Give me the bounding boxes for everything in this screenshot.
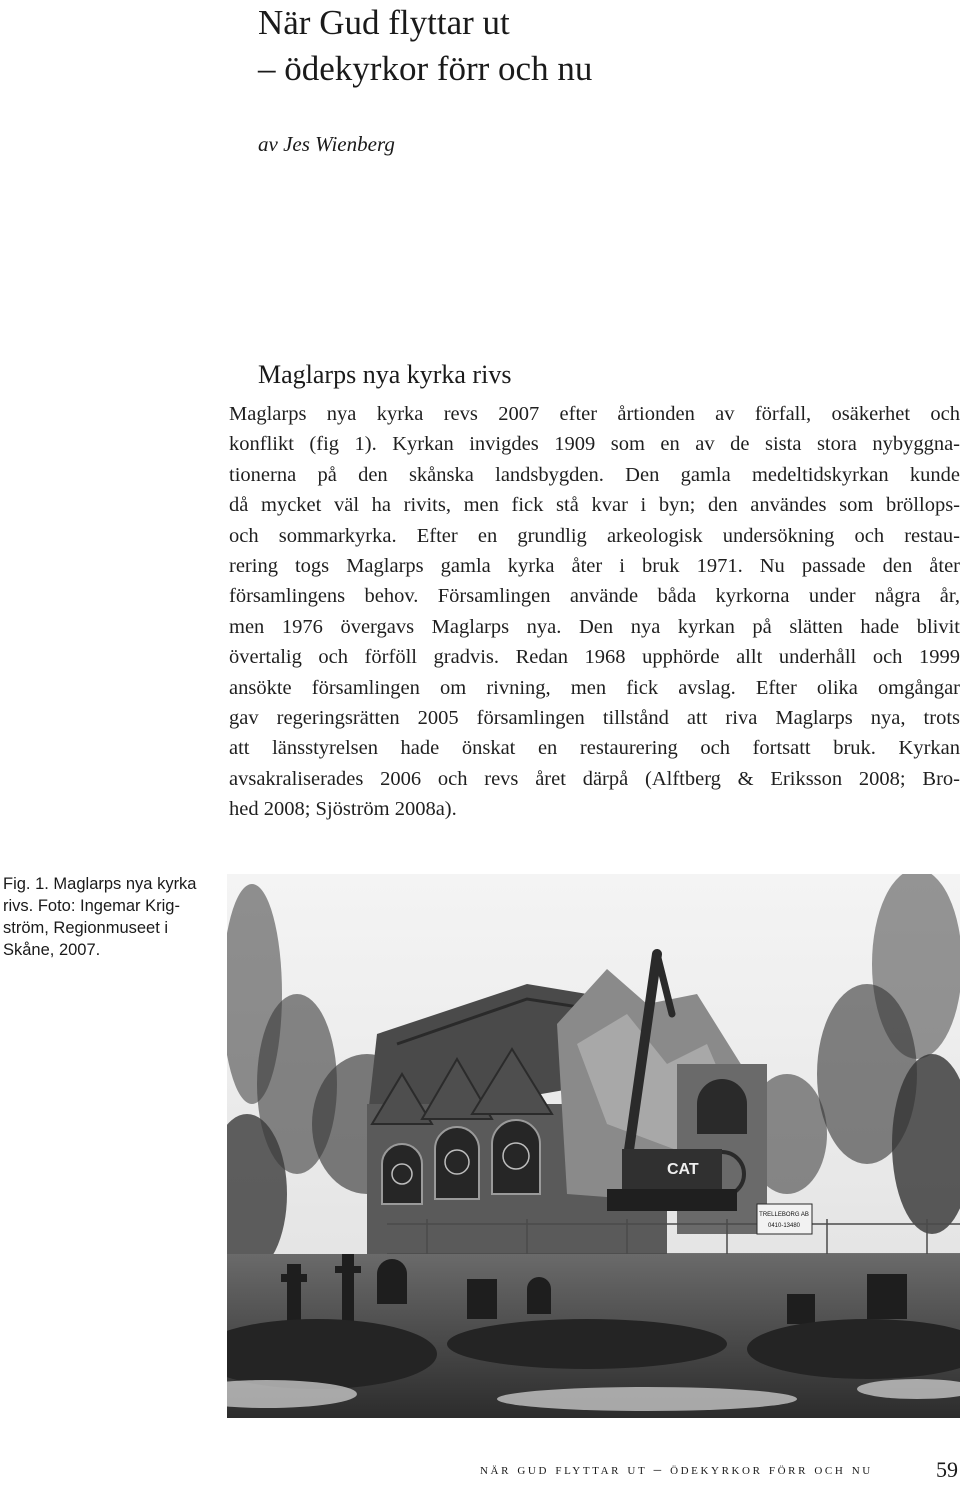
body-line: då mycket väl ha rivits, men fick stå kvar i byn; den användes som bröllops- [229, 494, 960, 517]
body-line: hed 2008; Sjöström 2008a). [229, 798, 457, 821]
body-line: församlingens behov. Församlingen använde båda kyrkorna under några år, [229, 585, 960, 608]
caption-line: Fig. 1. Maglarps nya kyrka [3, 875, 197, 893]
caption-line: Skåne, 2007. [3, 941, 101, 959]
body-line: att länsstyrelsen hade önskat en restaurering och fortsatt bruk. Kyrkan [229, 737, 960, 760]
church-demolition-photo [227, 874, 960, 1418]
body-line: och sommarkyrka. Efter en grundlig arkeologisk undersökning och restau- [229, 524, 960, 547]
body-line: ansökte församlingen om rivning, men fick avslag. Efter olika omgångar [229, 676, 960, 699]
body-line: Maglarps nya kyrka revs 2007 efter årtionden av förfall, osäkerhet och [229, 403, 960, 425]
article-title [258, 0, 592, 92]
excavator-brand-text: CAT [667, 1161, 699, 1178]
body-line: avsakraliserades 2006 och revs året därpå (Alftberg & Eriksson 2008; Bro- [229, 767, 960, 790]
figure-caption [3, 873, 203, 961]
sign-phone-text: 0410-13480 [767, 1223, 801, 1229]
title-line-2: – ödekyrkor förr och nu [258, 49, 593, 88]
page-number: 59 [936, 1457, 958, 1482]
body-line: gav regeringsrätten 2005 församlingen tillstånd att riva Maglarps nya, trots [229, 707, 960, 730]
sign-name-text: TRELLEBORG AB [759, 1212, 809, 1218]
body-line: men 1976 övergavs Maglarps nya. Den nya kyrkan på slätten hade blivit [229, 615, 960, 638]
photo-illustration [227, 874, 960, 1418]
title-line-1: När Gud flyttar ut [258, 3, 510, 42]
fence-sign [757, 1204, 812, 1234]
body-line: tionerna på den skånska landsbygden. Den gamla medeltidskyrkan kunde [229, 463, 960, 486]
page-footer [480, 1457, 960, 1486]
body-paragraph [229, 399, 960, 825]
caption-line: rivs. Foto: Ingemar Krig- [3, 897, 180, 915]
body-line: konflikt (fig 1). Kyrkan invigdes 1909 som en av de sista stora nybyggna- [229, 433, 960, 456]
author-byline: av Jes Wienberg [258, 132, 395, 156]
caption-line: ström, Regionmuseet i [3, 919, 169, 937]
section-heading: Maglarps nya kyrka rivs [258, 360, 512, 389]
running-head: när gud flyttar ut – ödekyrkor förr och nu [480, 1462, 873, 1478]
body-line: rering togs Maglarps gamla kyrka åter i bruk 1971. Nu passade den åter [229, 555, 960, 578]
body-line: övertalig och förföll gradvis. Redan 1968 upphörde allt underhåll och 1999 [229, 646, 960, 669]
